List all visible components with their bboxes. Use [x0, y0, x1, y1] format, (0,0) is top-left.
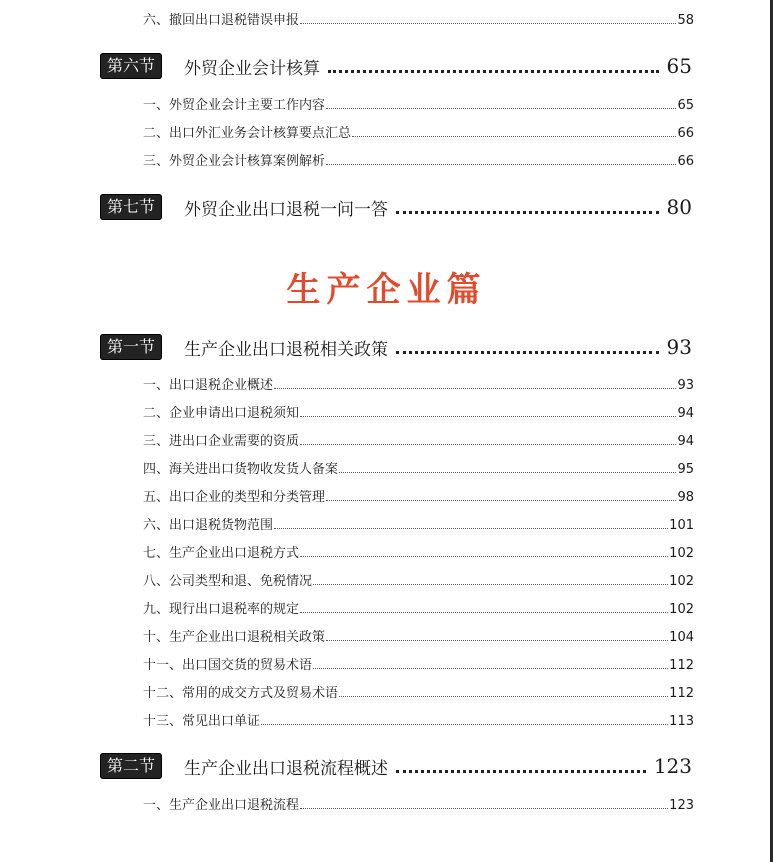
toc-item-page: 113 — [669, 714, 694, 729]
toc-item-title: 六、撤回出口退税错误申报 — [143, 13, 300, 28]
dot-leader — [339, 696, 668, 697]
toc-item-title: 十、生产企业出口退税相关政策 — [143, 630, 326, 645]
toc-section-b1[interactable] — [0, 333, 773, 361]
toc-item-page: 93 — [677, 378, 694, 393]
toc-item[interactable] — [0, 459, 773, 477]
dot-leader — [300, 23, 676, 24]
toc-item-page: 112 — [669, 658, 694, 673]
toc-item-title: 三、外贸企业会计核算案例解析 — [143, 154, 326, 169]
section-page: 123 — [653, 754, 692, 778]
dot-leader — [326, 164, 676, 165]
toc-item-title: 十三、常见出口单证 — [143, 714, 261, 729]
toc-item-page: 102 — [669, 574, 694, 589]
section-badge: 第七节 — [100, 194, 162, 220]
toc-item-title: 八、公司类型和退、免税情况 — [143, 574, 313, 589]
toc-item[interactable] — [0, 599, 773, 617]
toc-item-title: 一、出口退税企业概述 — [143, 378, 274, 393]
toc-item-page: 65 — [677, 98, 694, 113]
section-badge: 第二节 — [100, 753, 162, 779]
toc-item-title: 二、出口外汇业务会计核算要点汇总 — [143, 126, 352, 141]
toc-section-7[interactable] — [0, 193, 773, 221]
toc-item-title: 六、出口退税货物范围 — [143, 518, 274, 533]
toc-section-b2[interactable] — [0, 752, 773, 780]
toc-item-page: 123 — [669, 798, 694, 813]
toc-item[interactable] — [0, 403, 773, 421]
toc-item-title: 四、海关进出口货物收发货人备案 — [143, 462, 339, 477]
toc-item-title: 九、现行出口退税率的规定 — [143, 602, 300, 617]
toc-item[interactable] — [0, 515, 773, 533]
section-title: 外贸企业会计核算 — [184, 58, 321, 79]
toc-item-page: 102 — [669, 602, 694, 617]
section-badge: 第一节 — [100, 334, 162, 360]
dot-leader — [313, 584, 668, 585]
toc-item-page: 112 — [669, 686, 694, 701]
dot-leader — [396, 770, 646, 773]
toc-item-page: 58 — [677, 13, 694, 28]
dot-leader — [300, 808, 668, 809]
toc-item[interactable] — [0, 487, 773, 505]
toc-item-title: 一、生产企业出口退税流程 — [143, 798, 300, 813]
toc-section-6[interactable] — [0, 52, 773, 80]
dot-leader — [396, 351, 659, 354]
toc-item-page: 94 — [677, 406, 694, 421]
toc-item[interactable] — [0, 431, 773, 449]
dot-leader — [274, 388, 676, 389]
dot-leader — [300, 612, 668, 613]
dot-leader — [352, 136, 676, 137]
toc-item-page: 95 — [677, 462, 694, 477]
dot-leader — [313, 668, 668, 669]
toc-item[interactable] — [0, 795, 773, 813]
toc-item-page: 98 — [677, 490, 694, 505]
dot-leader — [326, 500, 676, 501]
section-title: 生产企业出口退税相关政策 — [184, 339, 389, 360]
toc-item-page: 101 — [669, 518, 694, 533]
toc-item-title: 十二、常用的成交方式及贸易术语 — [143, 686, 339, 701]
toc-item[interactable] — [0, 95, 773, 113]
toc-item[interactable] — [0, 627, 773, 645]
toc-item-page: 66 — [677, 154, 694, 169]
toc-item-page: 66 — [677, 126, 694, 141]
section-title: 外贸企业出口退税一问一答 — [184, 199, 389, 220]
toc-item-page: 102 — [669, 546, 694, 561]
section-title: 生产企业出口退税流程概述 — [184, 758, 389, 779]
dot-leader — [300, 416, 676, 417]
dot-leader — [326, 108, 676, 109]
toc-item[interactable] — [0, 683, 773, 701]
toc-item-title: 二、企业申请出口退税须知 — [143, 406, 300, 421]
toc-item[interactable] — [0, 151, 773, 169]
section-badge: 第六节 — [100, 53, 162, 79]
toc-item[interactable] — [0, 375, 773, 393]
toc-item[interactable] — [0, 655, 773, 673]
section-page: 80 — [666, 195, 692, 219]
section-page: 93 — [666, 335, 692, 359]
dot-leader — [300, 556, 668, 557]
dot-leader — [274, 528, 668, 529]
dot-leader — [328, 70, 659, 73]
toc-item[interactable] — [0, 571, 773, 589]
section-page: 65 — [666, 54, 692, 78]
toc-item-title: 三、进出口企业需要的资质 — [143, 434, 300, 449]
toc-item-title: 一、外贸企业会计主要工作内容 — [143, 98, 326, 113]
toc-item-top[interactable] — [0, 10, 773, 28]
toc-item[interactable] — [0, 543, 773, 561]
dot-leader — [326, 640, 668, 641]
toc-item-title: 七、生产企业出口退税方式 — [143, 546, 300, 561]
toc-item[interactable] — [0, 711, 773, 729]
toc-item[interactable] — [0, 123, 773, 141]
part-title: 生产企业篇 — [286, 270, 487, 310]
toc-item-title: 十一、出口国交货的贸易术语 — [143, 658, 313, 673]
toc-item-page: 94 — [677, 434, 694, 449]
toc-item-title: 五、出口企业的类型和分类管理 — [143, 490, 326, 505]
dot-leader — [300, 444, 676, 445]
dot-leader — [396, 211, 659, 214]
dot-leader — [261, 724, 668, 725]
dot-leader — [339, 472, 676, 473]
toc-item-page: 104 — [669, 630, 694, 645]
